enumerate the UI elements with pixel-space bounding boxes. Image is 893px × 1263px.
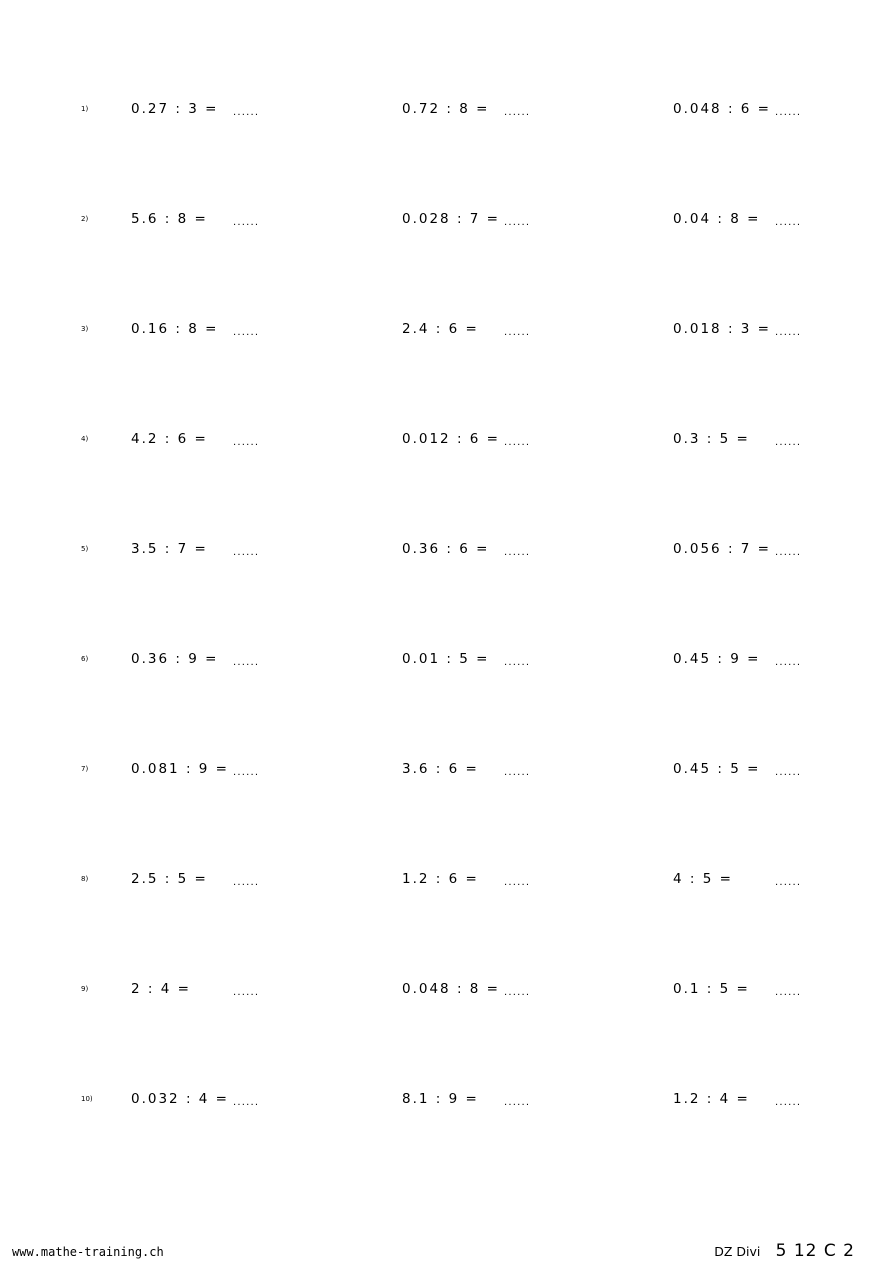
answer-blank[interactable]: ...... <box>504 547 531 558</box>
answer-blank[interactable]: ...... <box>233 877 260 888</box>
division-problem: 0.72 : 8 = <box>402 101 490 117</box>
answer-blank[interactable]: ...... <box>775 657 802 668</box>
answer-blank[interactable]: ...... <box>233 657 260 668</box>
answer-blank[interactable]: ...... <box>775 327 802 338</box>
answer-blank[interactable]: ...... <box>504 657 531 668</box>
answer-blank[interactable]: ...... <box>233 107 260 118</box>
footer-url: www.mathe-training.ch <box>12 1245 164 1259</box>
answer-blank[interactable]: ...... <box>775 547 802 558</box>
exercise-row-number: 6) <box>81 655 89 663</box>
exercise-row <box>0 321 893 351</box>
division-problem: 0.36 : 9 = <box>131 651 219 667</box>
answer-blank[interactable]: ...... <box>233 217 260 228</box>
exercise-row-number: 2) <box>81 215 89 223</box>
answer-blank[interactable]: ...... <box>775 217 802 228</box>
division-problem: 4.2 : 6 = <box>131 431 208 447</box>
division-problem: 0.056 : 7 = <box>673 541 771 557</box>
exercise-row <box>0 101 893 131</box>
exercise-row <box>0 871 893 901</box>
division-problem: 0.032 : 4 = <box>131 1091 229 1107</box>
answer-blank[interactable]: ...... <box>504 437 531 448</box>
division-problem: 3.5 : 7 = <box>131 541 208 557</box>
division-problem: 0.04 : 8 = <box>673 211 761 227</box>
division-problem: 0.018 : 3 = <box>673 321 771 337</box>
answer-blank[interactable]: ...... <box>775 437 802 448</box>
division-problem: 0.45 : 9 = <box>673 651 761 667</box>
division-problem: 1.2 : 6 = <box>402 871 479 887</box>
answer-blank[interactable]: ...... <box>504 1097 531 1108</box>
division-problem: 0.3 : 5 = <box>673 431 750 447</box>
division-problem: 5.6 : 8 = <box>131 211 208 227</box>
answer-blank[interactable]: ...... <box>775 987 802 998</box>
exercise-row <box>0 431 893 461</box>
division-problem: 0.27 : 3 = <box>131 101 219 117</box>
exercise-row-number: 10) <box>81 1095 93 1103</box>
answer-blank[interactable]: ...... <box>504 217 531 228</box>
exercise-row-number: 3) <box>81 325 89 333</box>
answer-blank[interactable]: ...... <box>504 877 531 888</box>
division-problem: 8.1 : 9 = <box>402 1091 479 1107</box>
answer-blank[interactable]: ...... <box>233 987 260 998</box>
division-problem: 2.5 : 5 = <box>131 871 208 887</box>
exercise-row <box>0 981 893 1011</box>
answer-blank[interactable]: ...... <box>233 327 260 338</box>
division-problem: 2 : 4 = <box>131 981 191 997</box>
division-problem: 3.6 : 6 = <box>402 761 479 777</box>
exercise-row-number: 4) <box>81 435 89 443</box>
exercise-row <box>0 1091 893 1121</box>
division-problem: 0.1 : 5 = <box>673 981 750 997</box>
exercise-row-number: 7) <box>81 765 89 773</box>
division-problem: 0.45 : 5 = <box>673 761 761 777</box>
division-problem: 4 : 5 = <box>673 871 733 887</box>
division-problem: 0.048 : 8 = <box>402 981 500 997</box>
division-problem: 0.012 : 6 = <box>402 431 500 447</box>
exercise-row <box>0 541 893 571</box>
answer-blank[interactable]: ...... <box>775 107 802 118</box>
answer-blank[interactable]: ...... <box>504 987 531 998</box>
exercise-row-number: 1) <box>81 105 89 113</box>
exercise-row <box>0 211 893 241</box>
division-problem: 0.01 : 5 = <box>402 651 490 667</box>
division-problem: 0.028 : 7 = <box>402 211 500 227</box>
exercise-row-number: 9) <box>81 985 89 993</box>
exercise-row <box>0 761 893 791</box>
answer-blank[interactable]: ...... <box>233 1097 260 1108</box>
answer-blank[interactable]: ...... <box>504 327 531 338</box>
answer-blank[interactable]: ...... <box>233 547 260 558</box>
division-problem: 0.16 : 8 = <box>131 321 219 337</box>
division-problem: 0.081 : 9 = <box>131 761 229 777</box>
answer-blank[interactable]: ...... <box>233 437 260 448</box>
footer-sheet-code <box>714 1241 855 1261</box>
answer-blank[interactable]: ...... <box>504 107 531 118</box>
answer-blank[interactable]: ...... <box>775 1097 802 1108</box>
answer-blank[interactable]: ...... <box>775 877 802 888</box>
footer-code-number: 5 12 C 2 <box>775 1241 855 1261</box>
exercise-row-number: 8) <box>81 875 89 883</box>
exercise-row <box>0 651 893 681</box>
exercise-row-number: 5) <box>81 545 89 553</box>
division-problem: 2.4 : 6 = <box>402 321 479 337</box>
answer-blank[interactable]: ...... <box>233 767 260 778</box>
division-problem: 1.2 : 4 = <box>673 1091 750 1107</box>
division-problem: 0.048 : 6 = <box>673 101 771 117</box>
answer-blank[interactable]: ...... <box>504 767 531 778</box>
answer-blank[interactable]: ...... <box>775 767 802 778</box>
footer-code-label: DZ Divi <box>714 1244 761 1259</box>
division-problem: 0.36 : 6 = <box>402 541 490 557</box>
